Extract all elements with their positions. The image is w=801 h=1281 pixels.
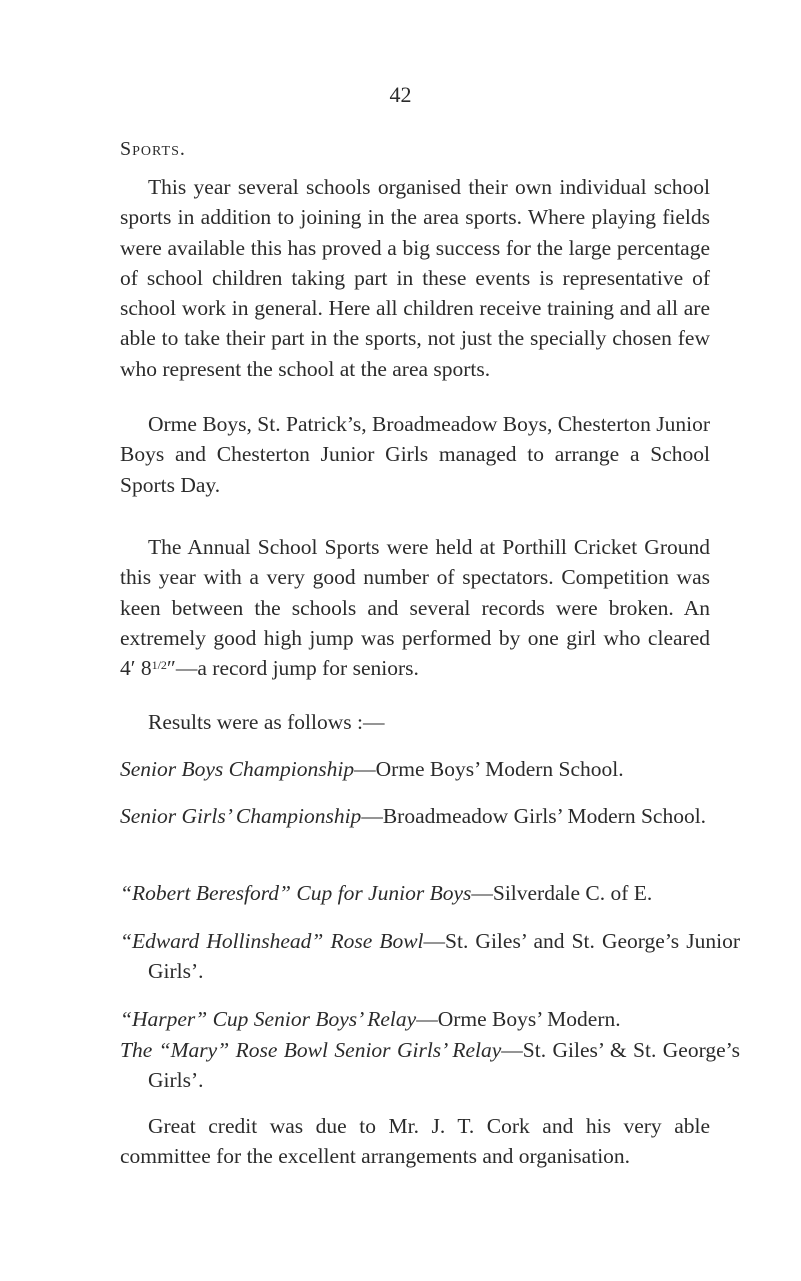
paragraph-annual-sports [120, 532, 710, 686]
paragraph-results-intro: Results were as follows :— [148, 710, 385, 734]
result-title: The “Mary” Rose Bowl Senior Girls’ Relay [120, 1038, 502, 1062]
result-winner: —St. Giles’ and St. George’s Junior Girls’. [148, 929, 741, 984]
annual-sports-text: The Annual School Sports were held at Porthill Cricket Ground this year with a very good number of spectators. Competition was keen between the schools and several records were broken. An extremely good high jump was performed by one girl who cleared 4′ 8 [120, 535, 710, 681]
result-title: Senior Girls’ Championship [120, 804, 362, 828]
result-winner: —Orme Boys’ Modern School. [354, 757, 624, 781]
paragraph-intro: This year several schools organised their own individual school sports in addition to joining in the area sports. Where playing fields were available this has proved a big success for the large percentage of school children taking part in these events is representative of school work in general. Here all children receive training and all are able to take their part in the sports, not just the specially chosen few who represent the school at the area sports. [120, 175, 710, 381]
result-title: “Robert Beresford” Cup for Junior Boys [120, 881, 472, 905]
result-title: Senior Boys Championship [120, 757, 355, 781]
fraction: 1/2 [151, 658, 167, 673]
result-item [120, 754, 712, 784]
section-heading: Sports. [120, 138, 186, 160]
result-item [120, 878, 740, 908]
annual-sports-text-end: ″—a record jump for seniors. [166, 656, 419, 681]
result-winner: —Orme Boys’ Modern. [416, 1007, 621, 1031]
result-item [120, 926, 740, 987]
result-item [120, 1035, 740, 1096]
result-title: “Harper” Cup Senior Boys’ Relay [120, 1007, 417, 1031]
page-number: 42 [389, 82, 412, 107]
result-winner: —St. Giles’ & St. George’s Girls’. [148, 1038, 740, 1093]
paragraph-closing: Great credit was due to Mr. J. T. Cork and his very able committee for the excellent arrangements and organisation. [120, 1114, 710, 1169]
paragraph-schools: Orme Boys, St. Patrick’s, Broadmeadow Boys, Chesterton Junior Boys and Chesterton Junior Girls managed to arrange a School Sports Day. [120, 412, 710, 497]
result-title: “Edward Hollinshead” Rose Bowl [120, 929, 424, 953]
result-item [120, 1004, 712, 1034]
result-item [120, 801, 740, 831]
result-winner: —Broadmeadow Girls’ Modern School. [361, 804, 707, 828]
result-winner: —Silverdale C. of E. [471, 881, 653, 905]
